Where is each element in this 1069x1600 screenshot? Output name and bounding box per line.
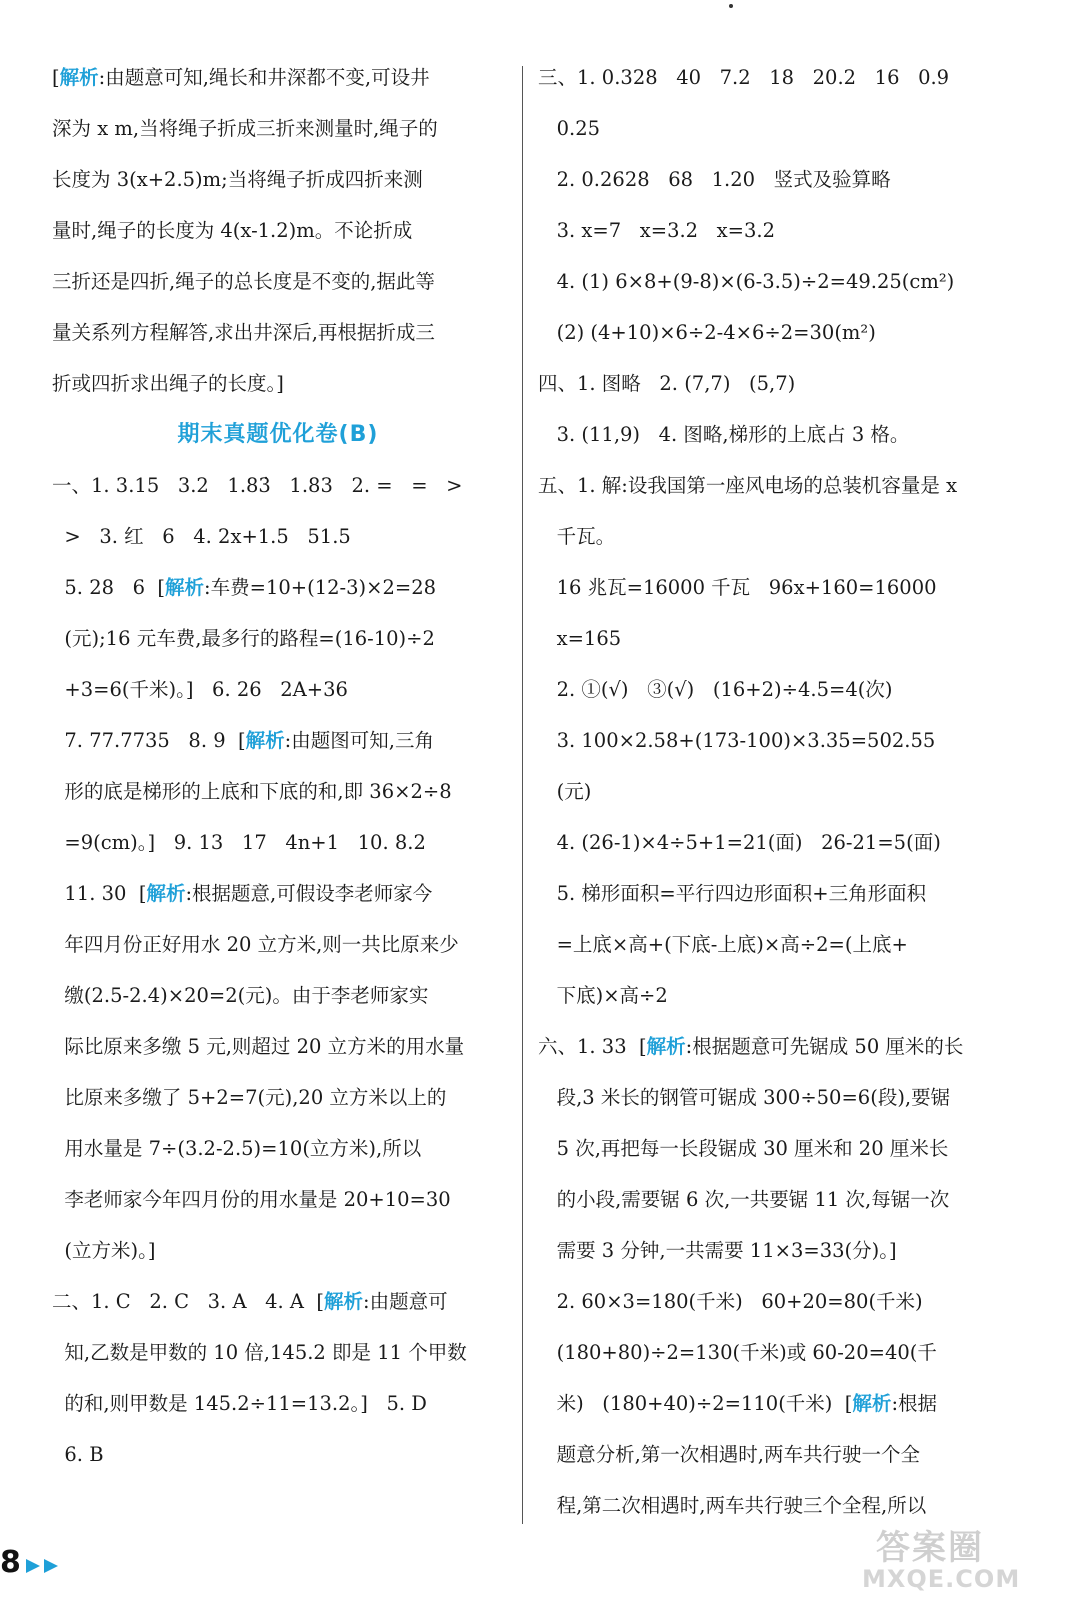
text-segment: 二、1. C 2. C 3. A 4. A [ [52, 1290, 325, 1313]
text-segment: 3. 100×2.58+(173-100)×3.35=502.55 [538, 729, 936, 752]
text-segment: 六、1. 33 [ [538, 1035, 647, 1058]
column-divider [522, 66, 523, 1524]
text-segment: 0.25 [538, 117, 601, 140]
text-segment: 16 兆瓦=16000 千瓦 96x+160=16000 [538, 576, 937, 599]
text-segment: 三折还是四折,绳子的总长度是不变的,据此等 [52, 270, 435, 293]
text-segment: 2. 60×3=180(千米) 60+20=80(千米) [538, 1290, 923, 1313]
text-line [538, 1072, 1032, 1123]
text-segment: 4. (26-1)×4÷5+1=21(面) 26-21=5(面) [538, 831, 941, 854]
text-line [538, 409, 1032, 460]
text-segment: 的和,则甲数是 145.2÷11=13.2。] 5. D [52, 1392, 427, 1415]
text-segment: (180+80)÷2=130(千米)或 60-20=40(千 [538, 1341, 937, 1364]
text-line [52, 358, 504, 409]
section-title: 期末真题优化卷(B) [177, 422, 379, 447]
text-segment: 下底)×高÷2 [538, 984, 668, 1007]
text-segment: 四、1. 图略 2. (7,7) (5,7) [538, 372, 796, 395]
double-arrow-icon [24, 1555, 64, 1577]
text-line [538, 664, 1032, 715]
text-line [538, 1021, 1032, 1072]
text-line [52, 817, 504, 868]
text-segment: x=165 [538, 627, 622, 650]
text-segment: 段,3 米长的钢管可锯成 300÷50=6(段),要锯 [538, 1086, 951, 1109]
text-line [538, 1429, 1032, 1480]
text-line [538, 1225, 1032, 1276]
text-segment: 需要 3 分钟,一共需要 11×3=33(分)。] [538, 1239, 897, 1262]
text-segment: 5. 28 6 [ [52, 576, 166, 599]
text-line [52, 919, 504, 970]
text-line [52, 103, 504, 154]
text-line [538, 358, 1032, 409]
text-segment: 比原来多缴了 5+2=7(元),20 立方米以上的 [52, 1086, 447, 1109]
text-segment: (立方米)。] [52, 1239, 156, 1262]
text-segment: 折或四折求出绳子的长度。] [52, 372, 284, 395]
watermark-logo-text: 答案圈 [876, 1528, 984, 1568]
text-line [538, 256, 1032, 307]
text-line [52, 511, 504, 562]
text-line [52, 1123, 504, 1174]
text-line [538, 511, 1032, 562]
text-segment: 5. 梯形面积=平行四边形面积+三角形面积 [538, 882, 927, 905]
text-line [52, 970, 504, 1021]
text-segment: 五、1. 解:设我国第一座风电场的总装机容量是 x [538, 474, 958, 497]
text-line [538, 1123, 1032, 1174]
text-line [538, 460, 1032, 511]
text-line [52, 1276, 504, 1327]
text-segment: 7. 77.7735 8. 9 [ [52, 729, 246, 752]
right-column [538, 52, 1032, 1531]
text-segment: 际比原来多缴 5 元,则超过 20 立方米的用水量 [52, 1035, 465, 1058]
text-segment: (2) (4+10)×6÷2-4×6÷2=30(m²) [538, 321, 876, 344]
text-line [52, 460, 504, 511]
text-segment: 3. (11,9) 4. 图略,梯形的上底占 3 格。 [538, 423, 910, 446]
analysis-label: 解析 [646, 1035, 686, 1058]
text-segment: :由题意可知,绳长和井深都不变,可设井 [98, 66, 430, 89]
text-segment: :根据 [891, 1392, 938, 1415]
text-segment: =上底×高+(下底-上底)×高÷2=(上底+ [538, 933, 908, 956]
text-segment: [ [52, 66, 60, 89]
text-segment: :由题意可 [363, 1290, 448, 1313]
text-segment: 一、1. 3.15 3.2 1.83̇ 1.83 2. = = > [52, 474, 463, 497]
text-line [52, 1021, 504, 1072]
text-line [538, 970, 1032, 1021]
text-segment: 缴(2.5-2.4)×20=2(元)。由于李老师家实 [52, 984, 429, 1007]
watermark [862, 1530, 1052, 1592]
text-segment: 2. ①(√) ③(√) (16+2)÷4.5=4(次) [538, 678, 893, 701]
text-line [52, 154, 504, 205]
text-segment: 量时,绳子的长度为 4(x-1.2)m。不论折成 [52, 219, 413, 242]
text-segment: =9(cm)。] 9. 13 17 4n+1 10. 8.2 [52, 831, 426, 854]
text-line [52, 307, 504, 358]
text-segment: (元);16 元车费,最多行的路程=(16-10)÷2 [52, 627, 435, 650]
text-segment: > 3. 红 6 4. 2x+1.5 51.5 [52, 525, 351, 548]
text-segment: :由题图可知,三角 [284, 729, 434, 752]
text-segment: 3. x=7 x=3.2 x=3.2 [538, 219, 776, 242]
text-line [52, 52, 504, 103]
text-line [538, 868, 1032, 919]
analysis-label: 解析 [324, 1290, 364, 1313]
text-line [538, 1276, 1032, 1327]
text-line [538, 1378, 1032, 1429]
text-line [538, 205, 1032, 256]
text-segment: :根据题意可先锯成 50 厘米的长 [685, 1035, 964, 1058]
text-line [538, 103, 1032, 154]
text-line [52, 205, 504, 256]
text-line [538, 1327, 1032, 1378]
text-line [52, 1225, 504, 1276]
watermark-url: MXQE.COM [862, 1565, 1021, 1593]
text-line [52, 1072, 504, 1123]
text-segment: :根据题意,可假设李老师家今 [185, 882, 433, 905]
text-line [52, 766, 504, 817]
text-line [538, 715, 1032, 766]
text-segment: 程,第二次相遇时,两车共行驶三个全程,所以 [538, 1494, 927, 1517]
text-segment: :车费=10+(12-3)×2=28 [204, 576, 437, 599]
text-line [52, 715, 504, 766]
text-line [52, 1327, 504, 1378]
text-line [52, 664, 504, 715]
text-line [538, 1480, 1032, 1531]
text-segment: 深为 x m,当将绳子折成三折来测量时,绳子的 [52, 117, 438, 140]
text-line [52, 613, 504, 664]
analysis-label: 解析 [165, 576, 205, 599]
analysis-label: 解析 [852, 1392, 892, 1415]
text-line [52, 256, 504, 307]
text-line [52, 868, 504, 919]
text-segment: 千瓦。 [538, 525, 616, 548]
text-line [52, 562, 504, 613]
text-segment: +3=6(千米)。] 6. 26 2A+36 [52, 678, 348, 701]
text-segment: 三、1. 0.328 40 7.2 18 20.2 16 0.9 [538, 66, 950, 89]
text-segment: 5 次,再把每一长段锯成 30 厘米和 20 厘米长 [538, 1137, 949, 1160]
text-line [52, 1174, 504, 1225]
text-line [538, 154, 1032, 205]
text-segment: 的小段,需要锯 6 次,一共要锯 11 次,每锯一次 [538, 1188, 950, 1211]
page-number: 8 [0, 1545, 21, 1580]
analysis-label: 解析 [146, 882, 186, 905]
text-line [538, 919, 1032, 970]
analysis-label: 解析 [59, 66, 99, 89]
text-segment: 知,乙数是甲数的 10 倍,145.2 即是 11 个甲数 [52, 1341, 467, 1364]
text-segment: 4. (1) 6×8+(9-8)×(6-3.5)÷2=49.25(cm²) [538, 270, 955, 293]
text-line [538, 52, 1032, 103]
speck-dot [729, 4, 733, 8]
left-column [52, 52, 504, 1480]
text-line [538, 1174, 1032, 1225]
text-segment: 李老师家今年四月份的用水量是 20+10=30 [52, 1188, 451, 1211]
text-line [538, 766, 1032, 817]
text-line [538, 613, 1032, 664]
text-segment: 年四月份正好用水 20 立方米,则一共比原来少 [52, 933, 459, 956]
text-segment: 11. 30 [ [52, 882, 147, 905]
text-line [52, 1378, 504, 1429]
text-segment: 6. B [52, 1443, 104, 1466]
text-segment: 量关系列方程解答,求出井深后,再根据折成三 [52, 321, 435, 344]
text-line [52, 1429, 504, 1480]
text-line [538, 307, 1032, 358]
text-segment: 长度为 3(x+2.5)m;当将绳子折成四折来测 [52, 168, 423, 191]
text-segment: 题意分析,第一次相遇时,两车共行驶一个全 [538, 1443, 920, 1466]
text-segment: (元) [538, 780, 592, 803]
text-segment: 形的底是梯形的上底和下底的和,即 36×2÷8 [52, 780, 452, 803]
text-segment: 2. 0.2628 68 1.20 竖式及验算略 [538, 168, 891, 191]
text-segment: 米) (180+40)÷2=110(千米) [ [538, 1392, 853, 1415]
analysis-label: 解析 [245, 729, 285, 752]
text-line [538, 562, 1032, 613]
text-segment: 用水量是 7÷(3.2-2.5)=10(立方米),所以 [52, 1137, 422, 1160]
text-line [538, 817, 1032, 868]
